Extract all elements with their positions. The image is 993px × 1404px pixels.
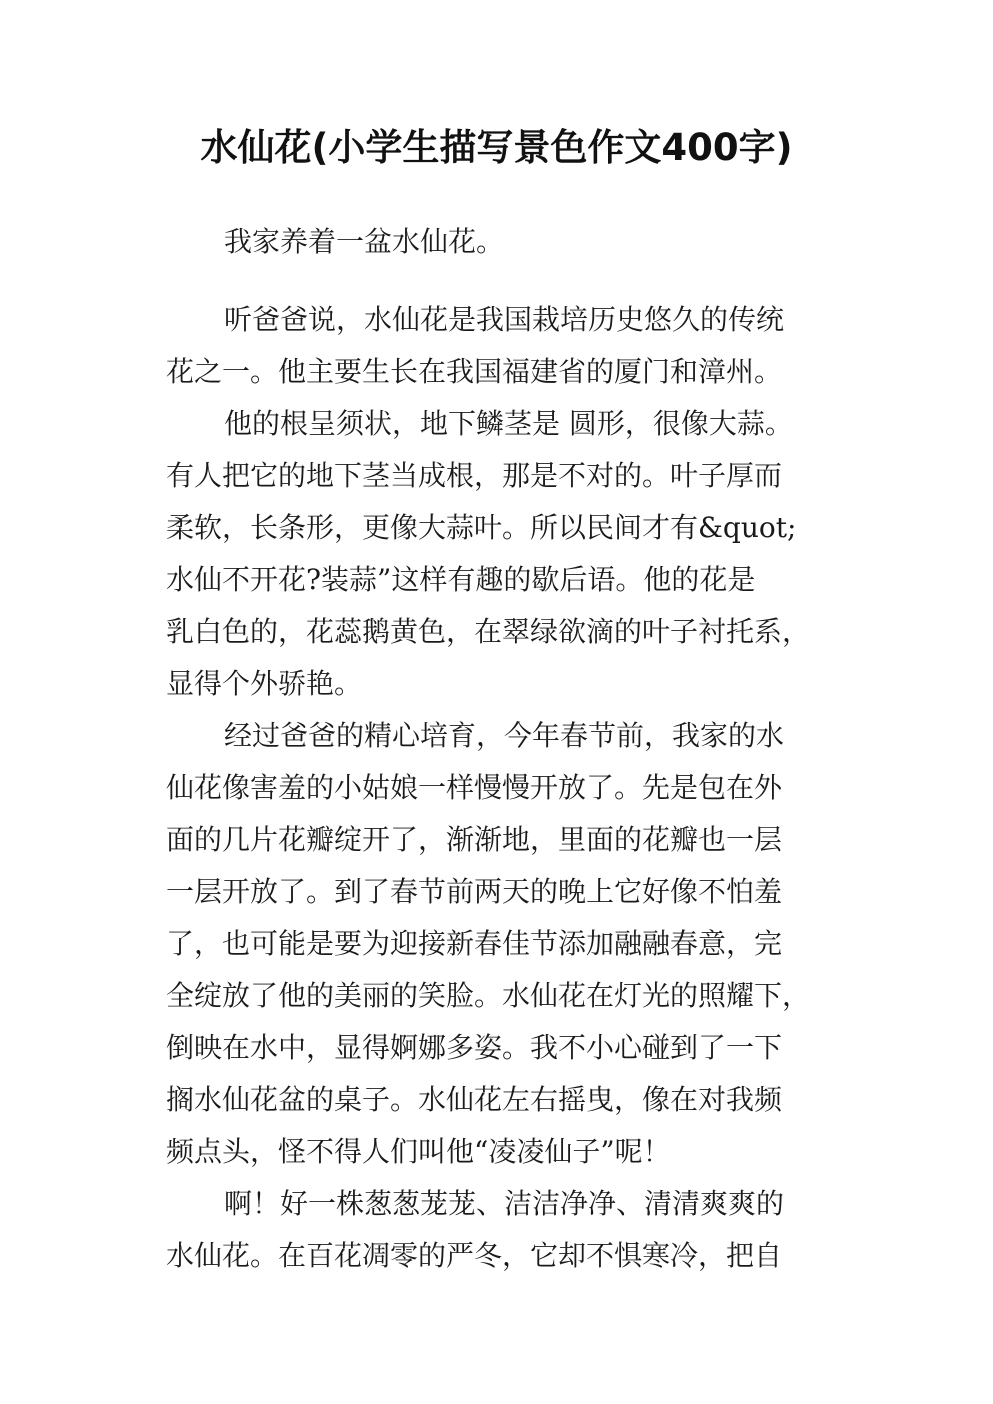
paragraph-line: 了，也可能是要为迎接新春佳节添加融融春意，完 bbox=[166, 927, 783, 960]
paragraph-line: 乳白色的，花蕊鹅黄色，在翠绿欲滴的叶子衬托系， bbox=[166, 615, 811, 648]
paragraph-line: 啊！好一株葱葱茏茏、洁洁净净、清清爽爽的 bbox=[224, 1187, 785, 1220]
paragraph-line: 柔软，长条形，更像大蒜叶。所以民间才有&quot; bbox=[166, 511, 797, 544]
paragraph-line: 他的根呈须状，地下鳞茎是 圆形，很像大蒜。 bbox=[224, 407, 793, 440]
paragraph-line: 听爸爸说，水仙花是我国栽培历史悠久的传统 bbox=[224, 303, 785, 336]
paragraph-line: 面的几片花瓣绽开了，渐渐地，里面的花瓣也一层 bbox=[166, 823, 783, 856]
paragraph-line: 全绽放了他的美丽的笑脸。水仙花在灯光的照耀下， bbox=[166, 979, 811, 1012]
paragraph-line: 显得个外骄艳。 bbox=[166, 667, 363, 700]
paragraph-line: 花之一。他主要生长在我国福建省的厦门和漳州。 bbox=[166, 355, 783, 388]
paragraph-line: 搁水仙花盆的桌子。水仙花左右摇曳，像在对我频 bbox=[166, 1083, 783, 1116]
paragraph-line: 我家养着一盆水仙花。 bbox=[224, 225, 505, 258]
paragraph-line: 有人把它的地下茎当成根，那是不对的。叶子厚而 bbox=[166, 459, 783, 492]
paragraph-line: 水仙花。在百花凋零的严冬，它却不惧寒冷，把自 bbox=[166, 1239, 783, 1272]
paragraph-line: 一层开放了。到了春节前两天的晚上它好像不怕羞 bbox=[166, 875, 783, 908]
paragraph-line: 水仙不开花?装蒜”这样有趣的歇后语。他的花是 bbox=[166, 563, 756, 596]
paragraph-line: 经过爸爸的精心培育，今年春节前，我家的水 bbox=[224, 719, 785, 752]
paragraph-line: 倒映在水中，显得婀娜多姿。我不小心碰到了一下 bbox=[166, 1031, 783, 1064]
paragraph-line: 频点头，怪不得人们叫他“凌凌仙子”呢！ bbox=[166, 1135, 671, 1168]
paragraph-line: 仙花像害羞的小姑娘一样慢慢开放了。先是包在外 bbox=[166, 771, 783, 804]
page-title: 水仙花(小学生描写景色作文400字) bbox=[200, 126, 793, 169]
